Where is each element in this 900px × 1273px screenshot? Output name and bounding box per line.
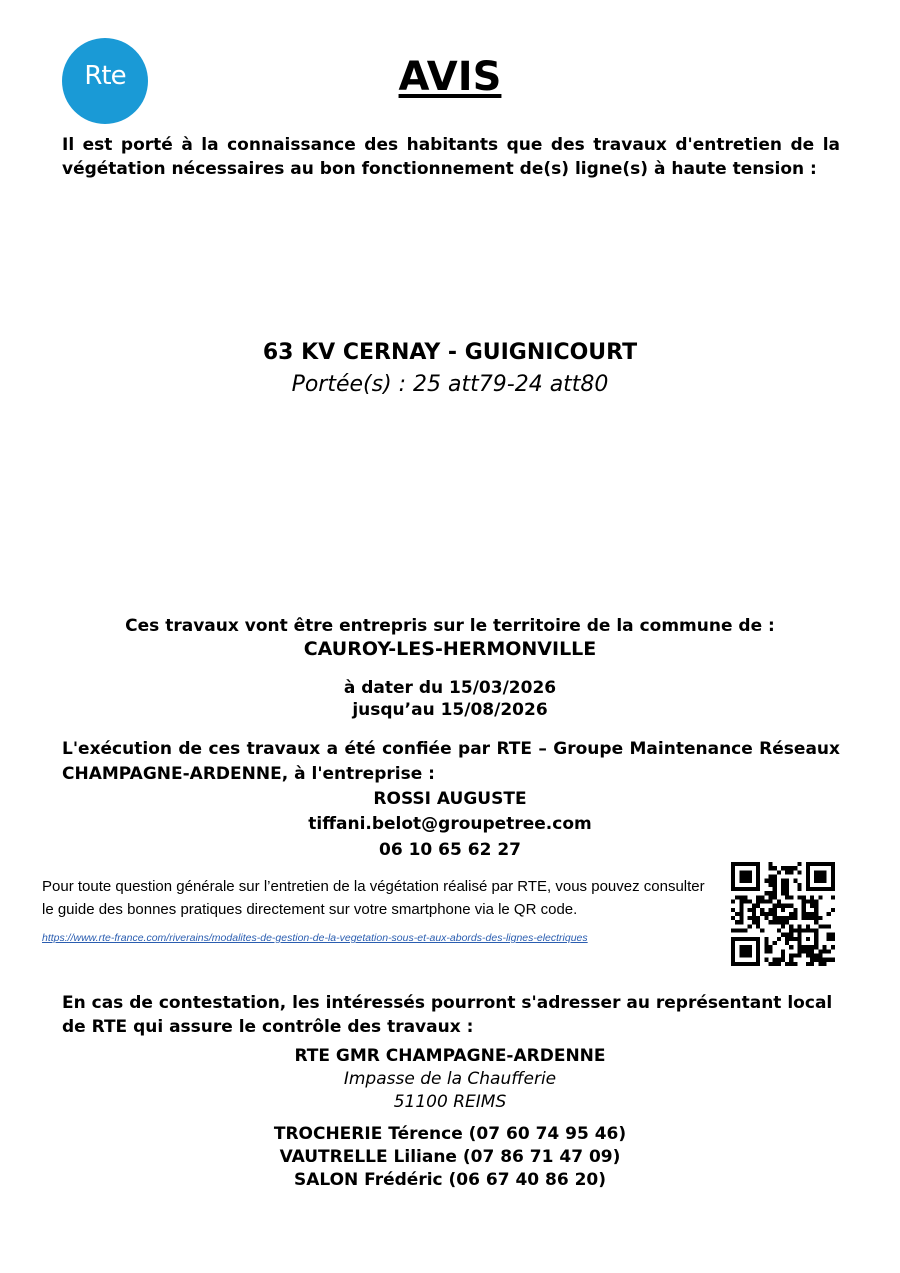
line-name: 63 KV CERNAY - GUIGNICOURT (262, 340, 638, 365)
date-from: à dater du 15/03/2026 (343, 678, 557, 698)
contact-person: SALON Frédéric (06 67 40 86 20) (293, 1170, 607, 1190)
qr-code-icon[interactable] (731, 862, 835, 966)
contact-org: RTE GMR CHAMPAGNE-ARDENNE (294, 1046, 606, 1066)
date-to: jusqu’au 15/08/2026 (352, 700, 548, 720)
contest-paragraph: En cas de contestation, les intéressés pourront s'adresser au représentant local de RTE qui assure le contrôle des travaux : (62, 993, 833, 1037)
guide-link[interactable]: https://www.rte-france.com/riverains/modalites-de-gestion-de-la-vegetation-sous-et-aux-abords-des-lignes-electriques (42, 932, 588, 944)
execution-paragraph: L'exécution de ces travaux a été confiée par RTE – Groupe Maintenance Réseaux CHAMPAGNE-ARDENNE, à l'entreprise : (62, 739, 840, 784)
company-name: ROSSI AUGUSTE (373, 789, 527, 809)
contact-address-2: 51100 REIMS (393, 1092, 507, 1112)
company-phone: 06 10 65 62 27 (379, 840, 521, 860)
contact-person: TROCHERIE Térence (07 60 74 95 46) (273, 1124, 627, 1144)
rte-logo-text: Rte (84, 61, 126, 91)
page-title: AVIS (398, 54, 502, 100)
commune-intro: Ces travaux vont être entrepris sur le territoire de la commune de : (125, 616, 775, 636)
intro-paragraph: Il est porté à la connaissance des habitants que des travaux d'entretien de la végétation nécessaires au bon fonctionnement de(s) ligne(s) à haute tension : (62, 135, 840, 179)
info-text: Pour toute question générale sur l’entretien de la végétation réalisé par RTE, vous pouvez consulter le guide des bonnes pratiques directement sur votre smartphone via le QR code. (42, 878, 705, 918)
contact-address-1: Impasse de la Chaufferie (343, 1069, 557, 1089)
contact-person: VAUTRELLE Liliane (07 86 71 47 09) (279, 1147, 621, 1167)
company-email: tiffani.belot@groupetree.com (308, 814, 592, 834)
line-spans: Portée(s) : 25 att79-24 att80 (291, 372, 609, 397)
commune-name: CAUROY-LES-HERMONVILLE (303, 638, 597, 660)
